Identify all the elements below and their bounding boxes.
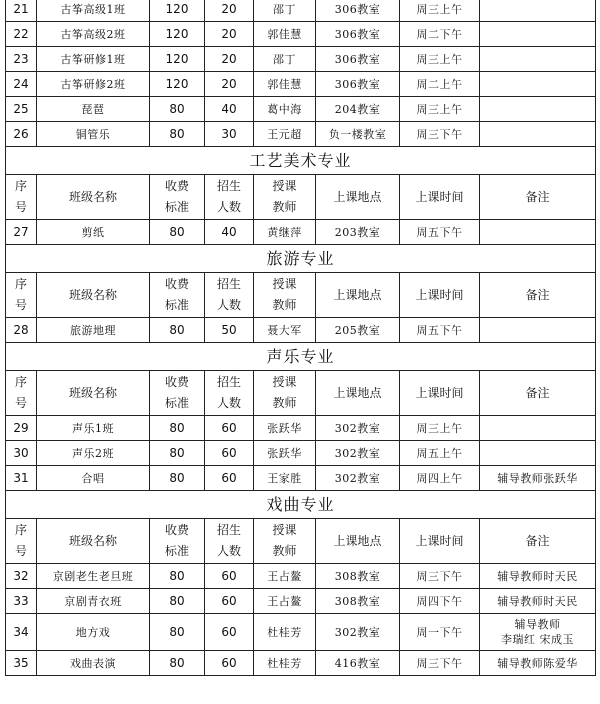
table-cell: 25 — [6, 97, 37, 122]
table-cell: 周三下午 — [400, 564, 480, 589]
table-cell: 古筝高级2班 — [37, 22, 150, 47]
table-cell: 周五下午 — [400, 318, 480, 343]
table-cell: 负一楼教室 — [316, 122, 400, 147]
header-teacher — [254, 273, 316, 318]
table-cell: 306教室 — [316, 72, 400, 97]
cell-text-line: 人数 — [216, 298, 241, 312]
table-cell: 60 — [205, 441, 254, 466]
table-cell: 50 — [205, 318, 254, 343]
table-cell: 聂大军 — [254, 318, 316, 343]
header-location: 上课地点 — [316, 273, 400, 318]
table-row — [6, 72, 596, 97]
table-cell: 205教室 — [316, 318, 400, 343]
table-cell: 302教室 — [316, 614, 400, 651]
table-cell: 416教室 — [316, 651, 400, 676]
header-time: 上课时间 — [400, 519, 480, 564]
table-cell: 周五上午 — [400, 441, 480, 466]
header-class-name: 班级名称 — [37, 371, 150, 416]
remark-cell — [480, 614, 596, 651]
table-cell: 302教室 — [316, 466, 400, 491]
table-row — [6, 318, 596, 343]
table-cell: 29 — [6, 416, 37, 441]
cell-text-line: 序 — [14, 375, 27, 389]
cell-text-line: 辅导教师 — [514, 618, 561, 631]
table-cell: 35 — [6, 651, 37, 676]
table-cell: 308教室 — [316, 564, 400, 589]
table-cell: 王家胜 — [254, 466, 316, 491]
table-cell: 铜管乐 — [37, 122, 150, 147]
header-seq — [6, 519, 37, 564]
cell-text-line: 号 — [14, 298, 27, 312]
table-row — [6, 441, 596, 466]
table-cell: 辅导教师张跃华 — [480, 466, 596, 491]
table-cell: 郭佳慧 — [254, 72, 316, 97]
cell-text-line: 教师 — [272, 396, 297, 410]
table-cell: 120 — [150, 72, 205, 97]
table-cell: 28 — [6, 318, 37, 343]
cell-text-line: 人数 — [216, 544, 241, 558]
header-seq — [6, 273, 37, 318]
table-cell: 京剧老生老旦班 — [37, 564, 150, 589]
table-cell: 31 — [6, 466, 37, 491]
table-cell: 王占鳌 — [254, 589, 316, 614]
table-cell: 20 — [205, 0, 254, 22]
table-cell: 60 — [205, 589, 254, 614]
table-cell: 80 — [150, 318, 205, 343]
column-header-row — [6, 371, 596, 416]
table-cell: 32 — [6, 564, 37, 589]
table-cell: 40 — [205, 97, 254, 122]
header-class-name: 班级名称 — [37, 519, 150, 564]
table-cell — [480, 416, 596, 441]
table-row — [6, 651, 596, 676]
table-cell: 古筝研修1班 — [37, 47, 150, 72]
header-enroll — [205, 519, 254, 564]
table-row — [6, 564, 596, 589]
cell-text-line: 招生 — [216, 179, 241, 193]
table-cell: 辅导教师陈爱华 — [480, 651, 596, 676]
table-cell: 周三上午 — [400, 97, 480, 122]
table-cell: 邵丁 — [254, 0, 316, 22]
table-cell: 辅导教师时天民 — [480, 564, 596, 589]
cell-text-line: 标准 — [164, 544, 189, 558]
table-cell: 80 — [150, 122, 205, 147]
table-cell: 周二上午 — [400, 72, 480, 97]
cell-text-line: 授课 — [272, 277, 297, 291]
section-header-row — [6, 147, 596, 175]
section-header-row — [6, 245, 596, 273]
table-cell: 302教室 — [316, 416, 400, 441]
header-seq — [6, 175, 37, 220]
table-cell: 306教室 — [316, 0, 400, 22]
section-title: 戏曲专业 — [6, 491, 596, 519]
table-cell: 杜桂芳 — [254, 651, 316, 676]
table-cell: 30 — [205, 122, 254, 147]
table-cell: 京剧青衣班 — [37, 589, 150, 614]
table-cell: 周二下午 — [400, 22, 480, 47]
column-header-row — [6, 519, 596, 564]
cell-text-line: 教师 — [272, 298, 297, 312]
table-cell: 80 — [150, 220, 205, 245]
cell-text-line: 序 — [14, 179, 27, 193]
header-fee — [150, 371, 205, 416]
header-remark: 备注 — [480, 519, 596, 564]
table-cell: 周三上午 — [400, 47, 480, 72]
table-cell: 30 — [6, 441, 37, 466]
header-teacher — [254, 519, 316, 564]
table-cell — [480, 122, 596, 147]
cell-text-line: 李瑞红 宋成玉 — [501, 633, 574, 646]
table-cell: 邵丁 — [254, 47, 316, 72]
table-cell: 80 — [150, 416, 205, 441]
table-cell: 周四上午 — [400, 466, 480, 491]
table-cell: 葛中海 — [254, 97, 316, 122]
table-cell: 308教室 — [316, 589, 400, 614]
cell-text-line: 收费 — [164, 375, 189, 389]
header-remark: 备注 — [480, 175, 596, 220]
table-cell: 20 — [205, 47, 254, 72]
table-cell — [480, 97, 596, 122]
table-cell: 23 — [6, 47, 37, 72]
table-cell: 26 — [6, 122, 37, 147]
table-cell: 120 — [150, 0, 205, 22]
section-header-row — [6, 491, 596, 519]
table-cell: 张跃华 — [254, 441, 316, 466]
table-cell: 合唱 — [37, 466, 150, 491]
table-row — [6, 589, 596, 614]
table-cell: 80 — [150, 466, 205, 491]
table-row — [6, 97, 596, 122]
table-cell: 22 — [6, 22, 37, 47]
table-cell: 声乐2班 — [37, 441, 150, 466]
cell-text-line: 号 — [14, 200, 27, 214]
table-cell: 306教室 — [316, 47, 400, 72]
table-cell: 306教室 — [316, 22, 400, 47]
table-cell: 60 — [205, 651, 254, 676]
cell-text-line: 人数 — [216, 396, 241, 410]
table-cell: 王占鳌 — [254, 564, 316, 589]
table-cell: 80 — [150, 614, 205, 651]
table-cell: 60 — [205, 466, 254, 491]
column-header-row — [6, 273, 596, 318]
table-cell: 40 — [205, 220, 254, 245]
table-cell: 周三上午 — [400, 0, 480, 22]
section-header-row — [6, 343, 596, 371]
table-cell: 120 — [150, 47, 205, 72]
table-cell — [480, 441, 596, 466]
header-enroll — [205, 175, 254, 220]
header-time: 上课时间 — [400, 371, 480, 416]
cell-text-line: 授课 — [272, 523, 297, 537]
cell-text-line: 序 — [14, 277, 27, 291]
header-fee — [150, 273, 205, 318]
class-schedule-table — [5, 0, 596, 676]
table-row — [6, 0, 596, 22]
table-cell: 王元超 — [254, 122, 316, 147]
header-fee — [150, 519, 205, 564]
table-row — [6, 220, 596, 245]
cell-text-line: 人数 — [216, 200, 241, 214]
header-teacher — [254, 175, 316, 220]
table-cell: 80 — [150, 441, 205, 466]
table-cell: 60 — [205, 416, 254, 441]
header-enroll — [205, 273, 254, 318]
cell-text-line: 教师 — [272, 544, 297, 558]
table-cell: 34 — [6, 614, 37, 651]
table-cell: 27 — [6, 220, 37, 245]
table-cell: 周四下午 — [400, 589, 480, 614]
table-row — [6, 22, 596, 47]
header-remark: 备注 — [480, 273, 596, 318]
table-cell — [480, 318, 596, 343]
table-row — [6, 416, 596, 441]
table-cell: 80 — [150, 564, 205, 589]
column-header-row — [6, 175, 596, 220]
table-cell: 60 — [205, 564, 254, 589]
cell-text-line: 招生 — [216, 375, 241, 389]
header-time: 上课时间 — [400, 175, 480, 220]
table-cell — [480, 220, 596, 245]
table-cell: 21 — [6, 0, 37, 22]
table-cell: 辅导教师时天民 — [480, 589, 596, 614]
table-cell: 周三上午 — [400, 416, 480, 441]
cell-text-line: 招生 — [216, 523, 241, 537]
header-time: 上课时间 — [400, 273, 480, 318]
cell-text-line: 收费 — [164, 523, 189, 537]
table-cell: 20 — [205, 22, 254, 47]
cell-text-line: 序 — [14, 523, 27, 537]
table-cell: 33 — [6, 589, 37, 614]
cell-text-line: 标准 — [164, 298, 189, 312]
cell-text-line: 教师 — [272, 200, 297, 214]
table-cell — [480, 47, 596, 72]
cell-text-line: 授课 — [272, 179, 297, 193]
section-title: 声乐专业 — [6, 343, 596, 371]
header-location: 上课地点 — [316, 371, 400, 416]
table-cell: 古筝研修2班 — [37, 72, 150, 97]
table-cell — [480, 22, 596, 47]
cell-text-line: 标准 — [164, 396, 189, 410]
section-title: 工艺美术专业 — [6, 147, 596, 175]
table-cell: 张跃华 — [254, 416, 316, 441]
cell-text-line: 号 — [14, 396, 27, 410]
table-row — [6, 47, 596, 72]
table-row — [6, 122, 596, 147]
header-class-name: 班级名称 — [37, 273, 150, 318]
header-remark: 备注 — [480, 371, 596, 416]
table-cell: 旅游地理 — [37, 318, 150, 343]
table-cell: 地方戏 — [37, 614, 150, 651]
cell-text-line: 号 — [14, 544, 27, 558]
table-cell: 古筝高级1班 — [37, 0, 150, 22]
cell-text-line: 标准 — [164, 200, 189, 214]
table-cell: 周一下午 — [400, 614, 480, 651]
header-enroll — [205, 371, 254, 416]
table-cell: 戏曲表演 — [37, 651, 150, 676]
section-title: 旅游专业 — [6, 245, 596, 273]
table-cell: 剪纸 — [37, 220, 150, 245]
header-teacher — [254, 371, 316, 416]
table-cell: 80 — [150, 97, 205, 122]
table-cell: 20 — [205, 72, 254, 97]
table-cell — [480, 72, 596, 97]
table-cell: 周三下午 — [400, 651, 480, 676]
table-cell: 郭佳慧 — [254, 22, 316, 47]
cell-text-line: 收费 — [164, 277, 189, 291]
table-cell: 60 — [205, 614, 254, 651]
header-class-name: 班级名称 — [37, 175, 150, 220]
header-location: 上课地点 — [316, 175, 400, 220]
table-cell: 203教室 — [316, 220, 400, 245]
header-fee — [150, 175, 205, 220]
table-cell: 80 — [150, 651, 205, 676]
cell-text-line: 收费 — [164, 179, 189, 193]
table-cell: 周三下午 — [400, 122, 480, 147]
table-cell: 302教室 — [316, 441, 400, 466]
table-cell — [480, 0, 596, 22]
table-cell: 80 — [150, 589, 205, 614]
table-cell: 周五下午 — [400, 220, 480, 245]
table-cell: 120 — [150, 22, 205, 47]
cell-text-line: 授课 — [272, 375, 297, 389]
header-seq — [6, 371, 37, 416]
table-cell: 杜桂芳 — [254, 614, 316, 651]
table-row — [6, 466, 596, 491]
header-location: 上课地点 — [316, 519, 400, 564]
table-cell: 黄继萍 — [254, 220, 316, 245]
table-cell: 声乐1班 — [37, 416, 150, 441]
table-row — [6, 614, 596, 651]
table-cell: 琵琶 — [37, 97, 150, 122]
table-cell: 24 — [6, 72, 37, 97]
cell-text-line: 招生 — [216, 277, 241, 291]
table-cell: 204教室 — [316, 97, 400, 122]
